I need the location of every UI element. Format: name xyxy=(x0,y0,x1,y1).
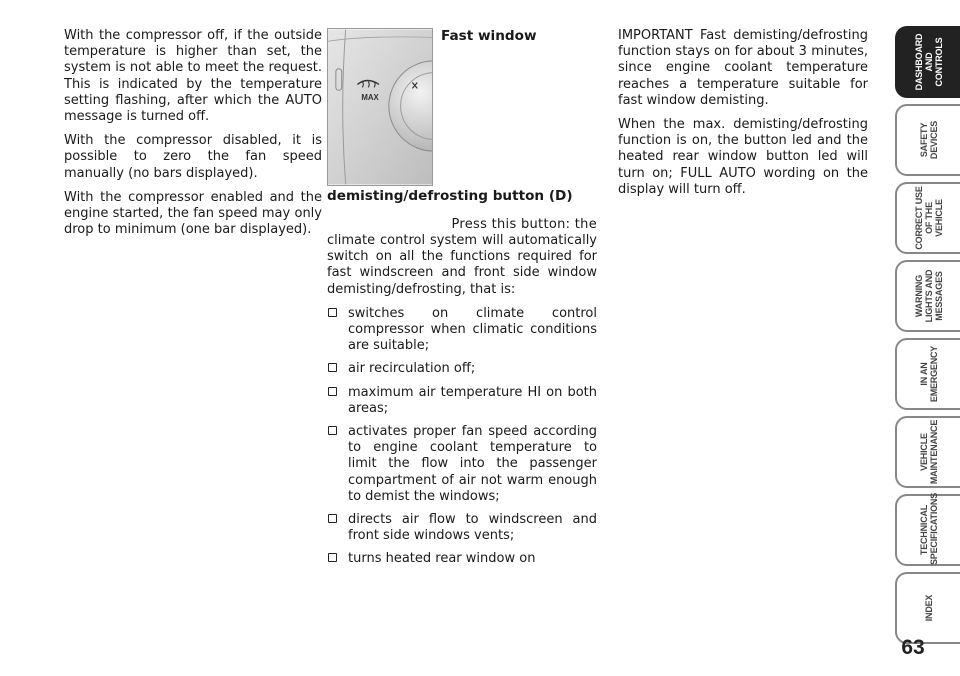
list-item: turns heated rear window on xyxy=(327,551,597,567)
text-column-1 xyxy=(64,28,322,246)
page-number: 63 xyxy=(901,636,925,659)
intro-rest: climate control system will automatically switch on all the functions required for fast windscreen and front side window demisting/defrosting, that is: xyxy=(327,233,597,297)
tab-technical-specifications[interactable]: TECHNICAL SPECIFICATIONS xyxy=(895,494,960,566)
list-item: maximum air temperature HI on both areas; xyxy=(327,385,597,417)
list-item: activates proper fan speed according to engine coolant temperature to limit the flow into the passenger compartment of air not warm enough to demist the windows; xyxy=(327,424,597,505)
tab-correct-use[interactable]: CORRECT USE OF THE VEHICLE xyxy=(895,182,960,254)
paragraph-compressor-enabled: With the compressor enabled and the engine started, the fan speed may only drop to minimum (one bar displayed). xyxy=(64,189,322,238)
checkbox-bullet-icon xyxy=(328,426,337,435)
section-heading: Fast window demisting/defrosting button (D) xyxy=(327,28,573,204)
tab-dashboard-and-controls[interactable]: DASHBOARD AND CONTROLS xyxy=(895,26,960,98)
max-label: MAX xyxy=(361,93,379,103)
function-list xyxy=(327,306,597,568)
text-column-3 xyxy=(618,28,868,206)
tab-in-an-emergency[interactable]: IN AN EMERGENCY xyxy=(895,338,960,410)
max-defrost-button-illustration xyxy=(328,29,432,185)
paragraph-compressor-off: With the compressor off, if the outside temperature is higher than set, the system is not able to meet the request. This is indicated by the temperature setting flashing, after which the AUTO message is turned off. xyxy=(64,28,322,125)
tab-warning-lights[interactable]: WARNING LIGHTS AND MESSAGES xyxy=(895,260,960,332)
paragraph-led-info: When the max. demisting/defrosting function is on, the button led and the heated rear window button led will turn on; FULL AUTO wording on the display will turn off. xyxy=(618,117,868,197)
checkbox-bullet-icon xyxy=(328,553,337,562)
checkbox-bullet-icon xyxy=(328,514,337,523)
list-item: air recirculation off; xyxy=(327,361,597,377)
text-column-2 xyxy=(327,28,597,575)
tab-vehicle-maintenance[interactable]: VEHICLE MAINTENANCE xyxy=(895,416,960,488)
paragraph-important: IMPORTANT Fast demisting/defrosting function stays on for about 3 minutes, since engine coolant temperature reaches a temperature suitable for fast window demisting. xyxy=(618,28,868,108)
tab-safety-devices[interactable]: SAFETY DEVICES xyxy=(895,104,960,176)
intro-start: Press this button: the xyxy=(451,216,597,232)
checkbox-bullet-icon xyxy=(328,387,337,396)
chapter-tabs xyxy=(895,26,960,650)
checkbox-bullet-icon xyxy=(328,308,337,317)
tab-index[interactable]: INDEX xyxy=(895,572,960,644)
list-item: directs air flow to windscreen and front side windows vents; xyxy=(327,512,597,544)
max-defrost-button-figure xyxy=(327,28,433,186)
checkbox-bullet-icon xyxy=(328,363,337,372)
list-item: switches on climate control compressor when climatic conditions are suitable; xyxy=(327,306,597,355)
paragraph-compressor-disabled: With the compressor disabled, it is possible to zero the fan speed manually (no bars displayed). xyxy=(64,133,322,181)
